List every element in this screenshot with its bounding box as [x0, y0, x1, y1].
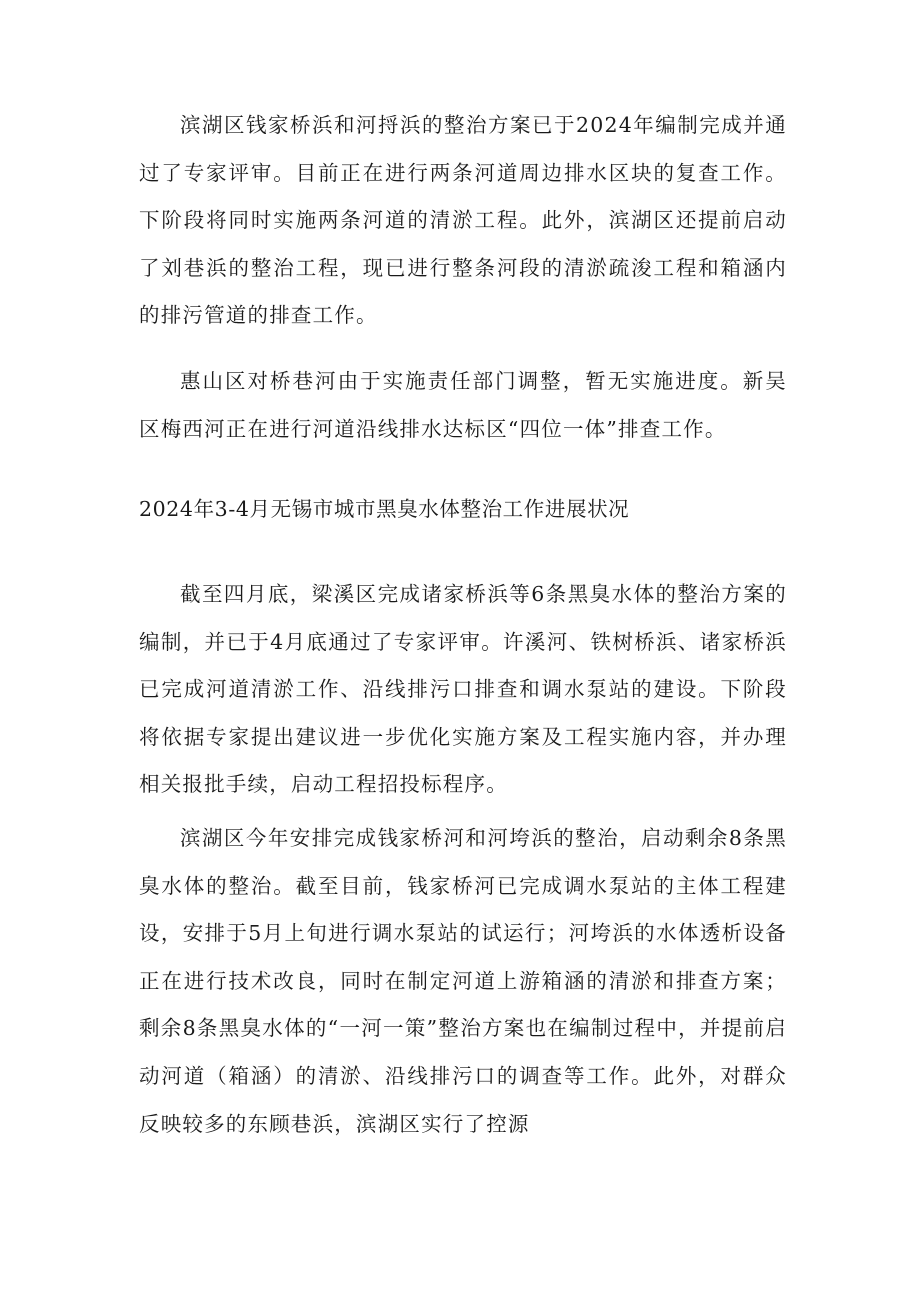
paragraph-text: 截至四月底，梁溪区完成诸家桥浜等6条黑臭水体的整治方案的编制，并已于4月底通过了专家评审。许溪河、铁树桥浜、诸家桥浜已完成河道清淤工作、沿线排污口排查和调水泵站的建设。下阶段将依据专家提出建议进一步优化实施方案及工程实施内容，并办理相关报批手续，启动工程招投标程序。	[139, 582, 787, 797]
paragraph-huishan-xinwu	[139, 358, 787, 453]
paragraph-binhu-progress	[139, 102, 787, 340]
paragraph-liangxi-progress	[139, 571, 787, 809]
section-heading	[139, 494, 787, 524]
paragraph-binhu-plan	[139, 815, 787, 1148]
paragraph-text: 滨湖区今年安排完成钱家桥河和河垮浜的整治，启动剩余8条黑臭水体的整治。截至目前，钱家桥河已完成调水泵站的主体工程建设，安排于5月上旬进行调水泵站的试运行；河垮浜的水体透析设备正在进行技术改良，同时在制定河道上游箱涵的清淤和排查方案；剩余8条黑臭水体的“一河一策”整治方案也在编制过程中，并提前启动河道（箱涵）的清淤、沿线排污口的调查等工作。此外，对群众反映较多的东顾巷浜，滨湖区实行了控源	[139, 826, 787, 1136]
paragraph-text: 滨湖区钱家桥浜和河捋浜的整治方案已于2024年编制完成并通过了专家评审。目前正在进行两条河道周边排水区块的复查工作。下阶段将同时实施两条河道的清淤工程。此外，滨湖区还提前启动了刘巷浜的整治工程，现已进行整条河段的清淤疏浚工程和箱涵内的排污管道的排查工作。	[139, 113, 787, 328]
paragraph-text: 惠山区对桥巷河由于实施责任部门调整，暂无实施进度。新吴区梅西河正在进行河道沿线排水达标区“四位一体”排查工作。	[139, 369, 787, 441]
section-heading-text: 2024年3-4月无锡市城市黑臭水体整治工作进展状况	[139, 497, 630, 521]
